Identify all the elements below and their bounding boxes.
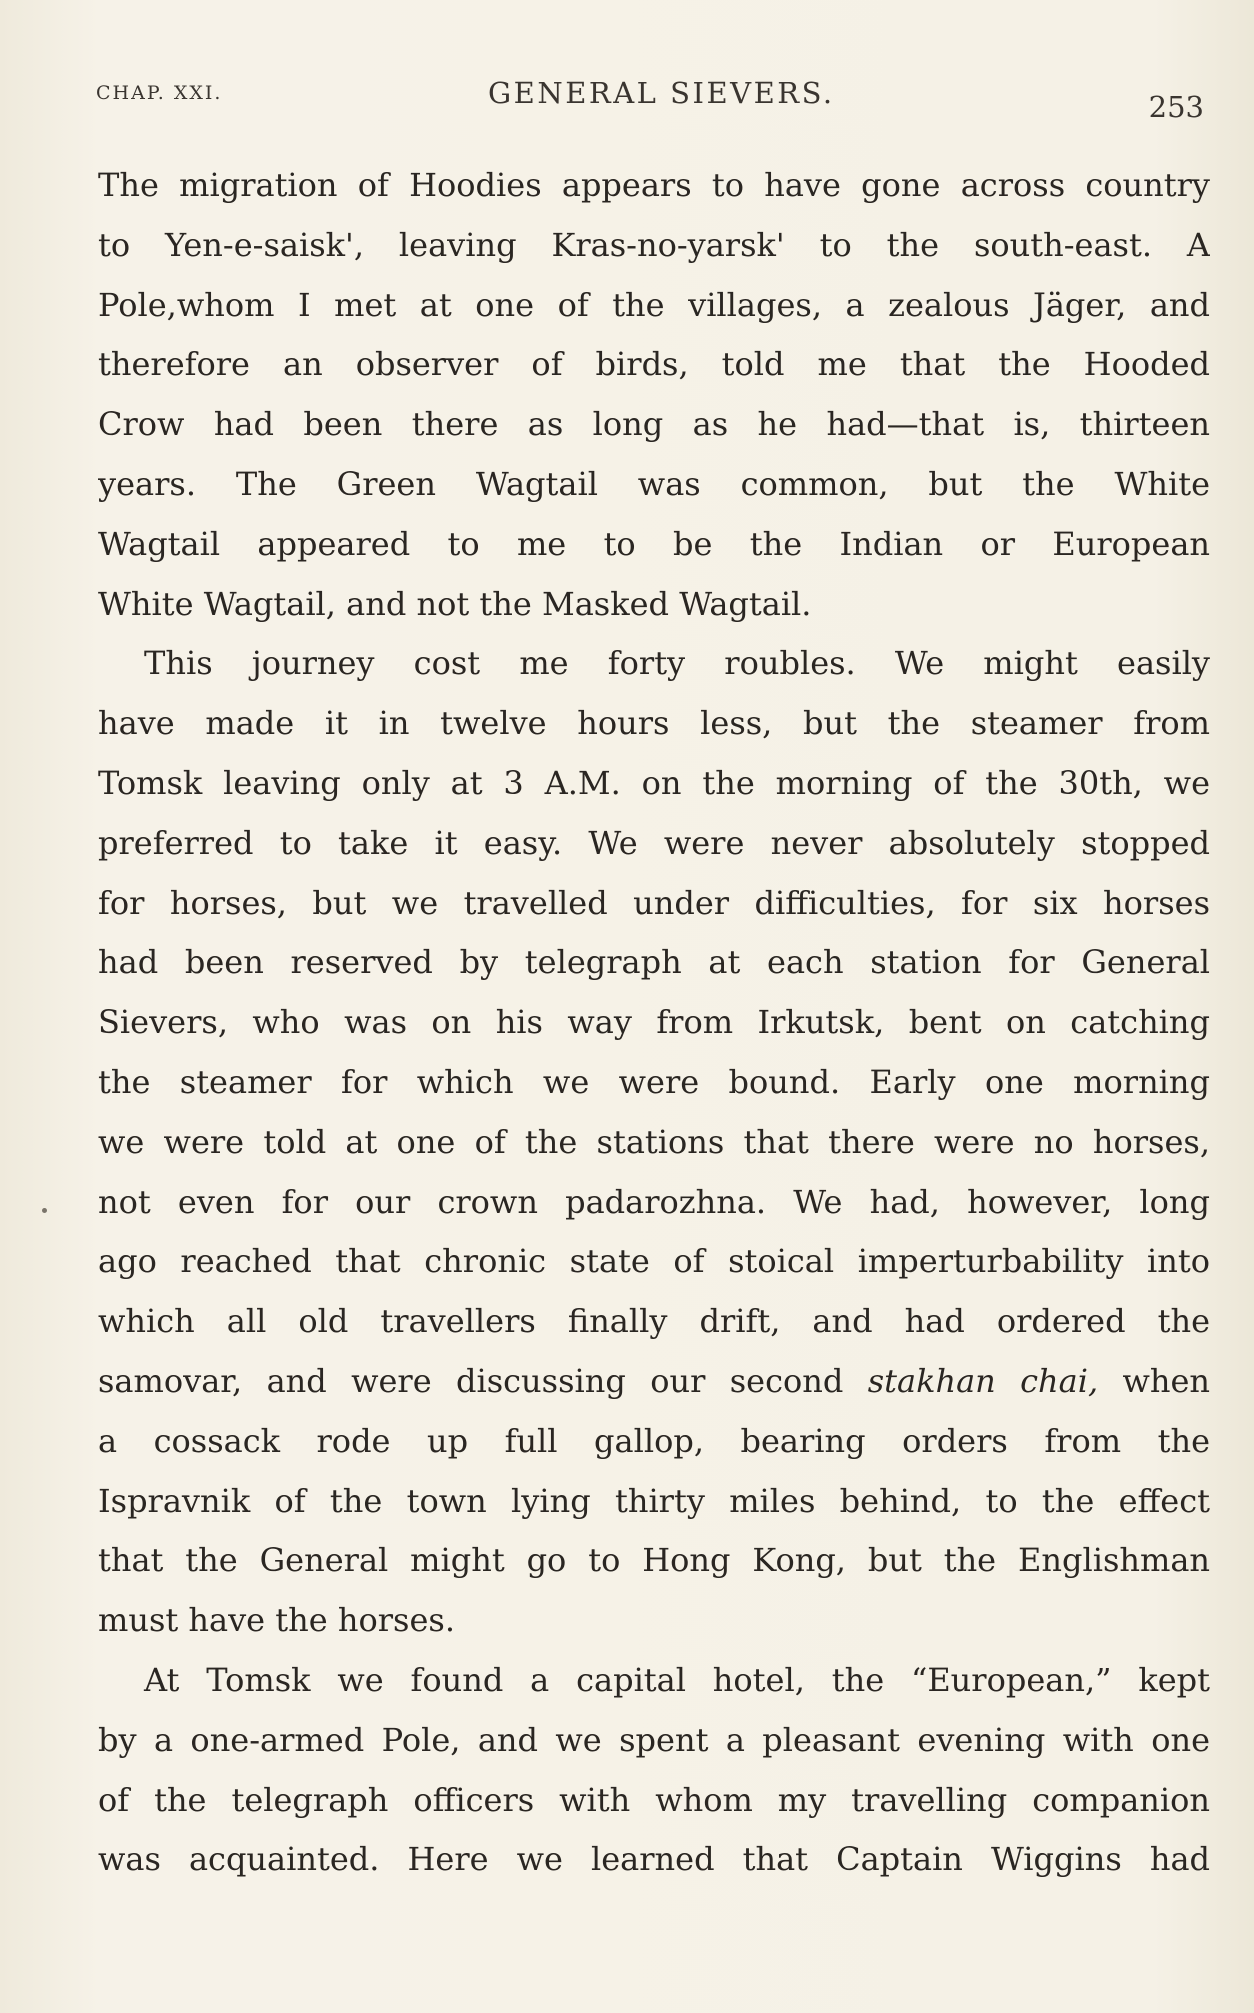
text-line: Ispravnik of the town lying thirty miles behind, to the effect xyxy=(98,1481,1210,1520)
text-line: that the General might go to Hong Kong, but the Englishman xyxy=(98,1541,1210,1580)
text-line: for horses, but we travelled under difficulties, for six horses xyxy=(98,883,1210,922)
text-run: Tomsk leaving only at 3 xyxy=(98,763,545,802)
text-line: not even for our crown padarozhna. We had, however, long xyxy=(98,1182,1210,1221)
text-line: which all old travellers finally drift, and had ordered the xyxy=(98,1302,1210,1341)
chapter-label: CHAP. XXI. xyxy=(96,82,223,104)
text-line: had been reserved by telegraph at each station for General xyxy=(98,943,1210,982)
page-number: 253 xyxy=(1148,90,1204,124)
text-line: Wagtail appeared to me to be the Indian or European xyxy=(98,524,1210,563)
text-line: to Yen-e-saisk', leaving Kras-no-yarsk' to the south-east. A xyxy=(98,225,1210,264)
text-line: years. The Green Wagtail was common, but the White xyxy=(98,464,1210,503)
text-line: At Tomsk we found a capital hotel, the “European,” kept xyxy=(144,1660,1210,1699)
paragraph-2 xyxy=(98,634,1210,1651)
body-text xyxy=(98,156,1210,1890)
italic-phrase: stakhan chai, xyxy=(867,1361,1099,1400)
text-line: The migration of Hoodies appears to have gone across country xyxy=(98,166,1210,204)
text-run: samovar, and were discussing our second xyxy=(98,1361,868,1400)
text-line: was acquainted. Here we learned that Captain Wiggins had xyxy=(98,1840,1210,1879)
margin-speck xyxy=(42,1208,47,1213)
text-line xyxy=(98,1352,1210,1412)
text-line: have made it in twelve hours less, but the steamer from xyxy=(98,704,1210,743)
paragraph-1 xyxy=(98,156,1210,634)
text-line: the steamer for which we were bound. Early one morning xyxy=(98,1062,1210,1101)
text-run: when xyxy=(1098,1361,1210,1400)
text-line: of the telegraph officers with whom my travelling companion xyxy=(98,1780,1210,1819)
chapter-title: GENERAL SIEVERS. xyxy=(488,76,835,110)
text-line: must have the horses. xyxy=(98,1601,455,1640)
text-line: ago reached that chronic state of stoical imperturbability into xyxy=(98,1242,1210,1281)
text-line: Crow had been there as long as he had—that is, thirteen xyxy=(98,405,1210,444)
text-line: This journey cost me forty roubles. We might easily xyxy=(144,644,1210,683)
time-abbreviation: A.M. xyxy=(544,763,621,802)
text-line: by a one-armed Pole, and we spent a pleasant evening with one xyxy=(98,1720,1210,1759)
text-line: White Wagtail, and not the Masked Wagtail. xyxy=(98,584,812,623)
text-line: therefore an observer of birds, told me that the Hooded xyxy=(98,345,1210,384)
text-line xyxy=(98,754,1210,814)
paragraph-3 xyxy=(98,1651,1210,1890)
running-head xyxy=(96,76,1204,126)
text-line: we were told at one of the stations that there were no horses, xyxy=(98,1122,1210,1161)
text-line: Sievers, who was on his way from Irkutsk, bent on catching xyxy=(98,1003,1210,1042)
text-line: a cossack rode up full gallop, bearing orders from the xyxy=(98,1421,1210,1460)
text-line: preferred to take it easy. We were never absolutely stopped xyxy=(98,823,1210,862)
text-run: on the morning of the 30th, we xyxy=(620,763,1210,802)
text-line: Pole,whom I met at one of the villages, a zealous Jäger, and xyxy=(98,285,1210,324)
